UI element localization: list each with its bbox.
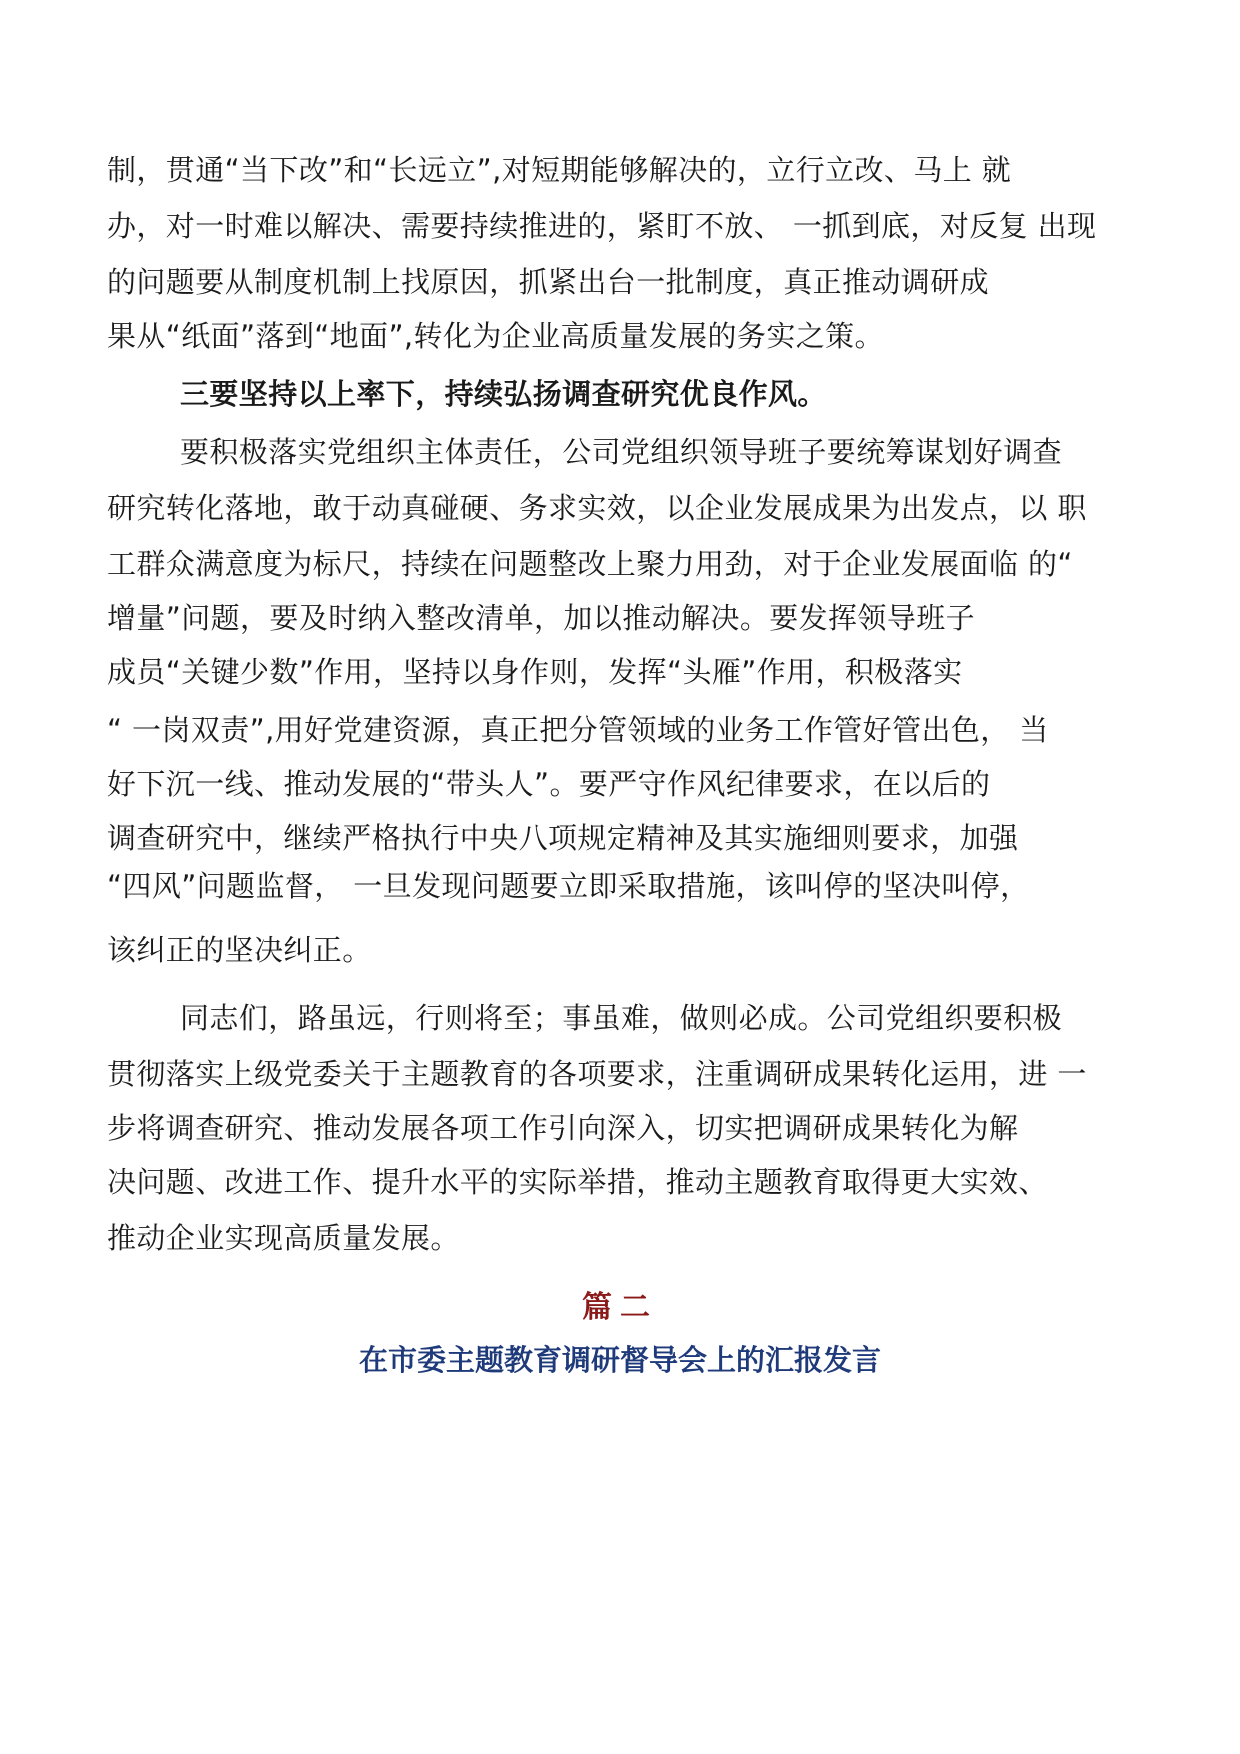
body-text-line: 同志们，路虽远，行则将至；事虽难，做则必成。公司党组织要积极: [180, 1001, 1063, 1035]
body-text-line: 步将调查研究、推动发展各项工作引向深入，切实把调研成果转化为解: [107, 1111, 1019, 1145]
body-text-line: 推动企业实现高质量发展。: [107, 1221, 460, 1255]
body-text-line: 的问题要从制度机制上找原因，抓紧出台一批制度，真正推动调研成: [107, 265, 990, 299]
section-heading: 三要坚持以上率下，持续弘扬调查研究优良作风。: [180, 377, 827, 411]
body-text-line: 办，对一时难以解决、需要持续推进的，紧盯不放、 一抓到底，对反复 出现: [107, 209, 1097, 243]
body-text-line: “四风”问题监督， 一旦发现问题要立即采取措施，该叫停的坚决叫停，: [107, 869, 1030, 903]
body-text-line: 决问题、改进工作、提升水平的实际举措，推动主题教育取得更大实效、: [107, 1165, 1048, 1199]
body-text-line: 成员“关键少数”作用，坚持以身作则，发挥“头雁”作用，积极落实: [107, 655, 963, 689]
section-title: 在市委主题教育调研督导会上的汇报发言: [358, 1343, 881, 1377]
section-label: 篇二: [582, 1290, 658, 1325]
body-text-line: 制，贯通“当下改”和“长远立”,对短期能够解决的，立行立改、马上 就: [107, 153, 1012, 187]
body-text-line: 果从“纸面”落到“地面”,转化为企业高质量发展的务实之策。: [107, 319, 884, 353]
body-text-line: 研究转化落地，敢于动真碰硬、务求实效，以企业发展成果为出发点，以 职: [107, 491, 1087, 525]
body-text-line: “ 一岗双责”,用好党建资源，真正把分管领域的业务工作管好管出色， 当: [107, 713, 1049, 747]
body-text-line: 调查研究中，继续严格执行中央八项规定精神及其实施细则要求，加强: [107, 821, 1019, 855]
body-text-line: 该纠正的坚决纠正。: [107, 933, 372, 967]
body-text-line: 工群众满意度为标尺，持续在问题整改上聚力用劲，对于企业发展面临 的“: [107, 547, 1073, 581]
body-text-line: 贯彻落实上级党委关于主题教育的各项要求，注重调研成果转化运用，进 一: [107, 1057, 1087, 1091]
body-text-line: 好下沉一线、推动发展的“带头人”。要严守作风纪律要求，在以后的: [107, 767, 991, 801]
body-text-line: 增量”问题，要及时纳入整改清单，加以推动解决。要发挥领导班子: [107, 601, 976, 635]
body-text-line: 要积极落实党组织主体责任，公司党组织领导班子要统筹谋划好调查: [180, 435, 1063, 469]
